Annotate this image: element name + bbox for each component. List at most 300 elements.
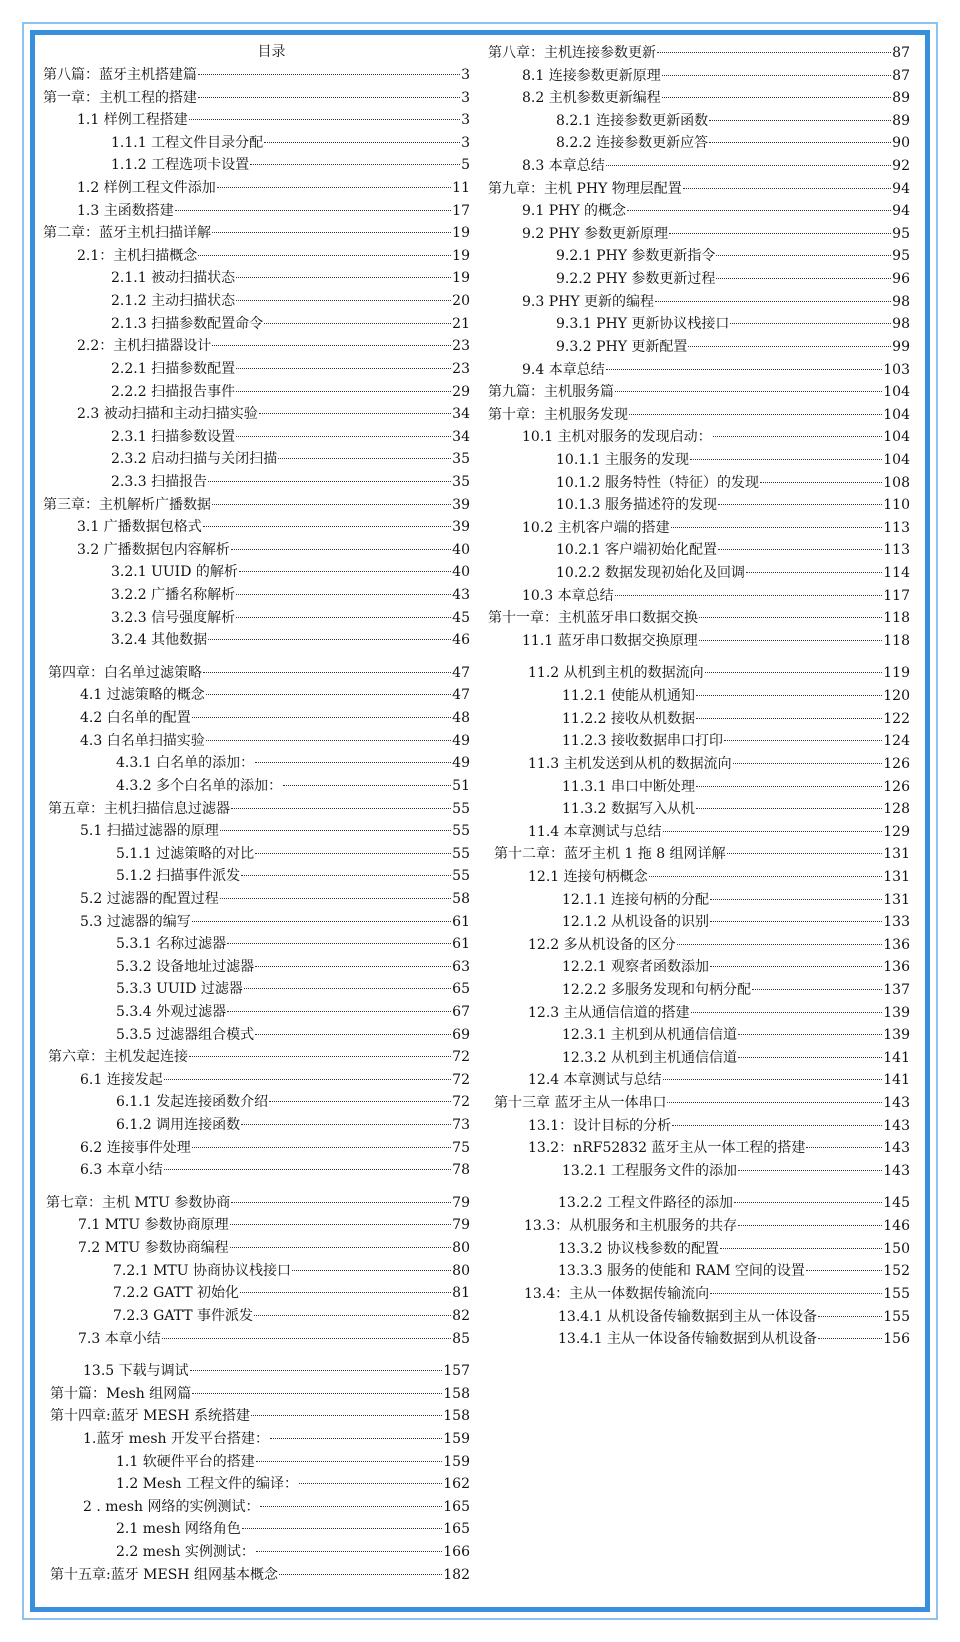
toc-entry[interactable] <box>43 1114 470 1137</box>
toc-entry[interactable] <box>488 776 910 799</box>
toc-dot-leader <box>696 718 882 719</box>
toc-entry-page: 157 <box>443 1363 470 1380</box>
toc-entry[interactable] <box>488 607 910 630</box>
toc-dot-leader <box>236 277 451 278</box>
toc-entry-page: 141 <box>883 1072 910 1089</box>
toc-entry-page: 118 <box>883 632 910 649</box>
toc-entry[interactable] <box>43 1159 470 1182</box>
toc-entry[interactable] <box>488 381 910 404</box>
toc-entry-page: 5 <box>461 157 470 174</box>
toc-entry[interactable] <box>488 291 910 314</box>
toc-entry-page: 94 <box>892 180 910 197</box>
toc-dot-leader <box>189 119 460 120</box>
toc-entry[interactable] <box>43 707 470 730</box>
toc-entry-title: 2.2：主机扫描器设计 <box>77 338 212 355</box>
toc-dot-leader <box>220 830 451 831</box>
toc-entry[interactable] <box>43 956 470 979</box>
toc-entry[interactable] <box>488 1215 910 1238</box>
toc-entry[interactable] <box>488 934 910 957</box>
toc-entry[interactable] <box>488 449 910 472</box>
toc-entry[interactable] <box>43 607 470 630</box>
toc-entry-title: 2.3 被动扫描和主动扫描实验 <box>77 406 258 423</box>
toc-entry[interactable] <box>488 585 910 608</box>
toc-entry-page: 114 <box>883 565 910 582</box>
toc-entry[interactable] <box>488 1306 910 1329</box>
toc-entry-page: 81 <box>452 1285 470 1302</box>
toc-entry[interactable] <box>488 87 910 110</box>
toc-dot-leader <box>615 391 882 392</box>
toc-entry[interactable] <box>488 753 910 776</box>
toc-entry[interactable] <box>488 245 910 268</box>
toc-entry[interactable] <box>43 933 470 956</box>
toc-dot-leader <box>242 1528 442 1529</box>
toc-entry[interactable] <box>488 1260 910 1283</box>
toc-entry[interactable] <box>43 684 470 707</box>
toc-entry[interactable] <box>488 685 910 708</box>
toc-entry[interactable] <box>43 200 470 223</box>
toc-entry-title: 7.1 MTU 参数协商原理 <box>78 1217 229 1234</box>
toc-entry-page: 79 <box>452 1194 470 1211</box>
toc-entry-title: 11.3.1 串口中断处理 <box>562 778 695 795</box>
toc-entry-page: 23 <box>452 360 470 377</box>
toc-entry[interactable] <box>43 1328 470 1351</box>
toc-entry-page: 17 <box>452 202 470 219</box>
toc-entry-page: 43 <box>452 587 470 604</box>
toc-entry[interactable] <box>488 517 910 540</box>
toc-entry[interactable] <box>43 1428 470 1451</box>
toc-entry[interactable] <box>43 1237 470 1260</box>
toc-entry[interactable] <box>488 956 910 979</box>
toc-entry[interactable] <box>488 798 910 821</box>
toc-entry-title: 2.3.2 启动扫描与关闭扫描 <box>111 451 278 468</box>
toc-entry[interactable] <box>43 843 470 866</box>
toc-entry-title: 第九篇：主机服务篇 <box>488 384 614 401</box>
toc-entry[interactable] <box>43 911 470 934</box>
toc-entry-page: 69 <box>452 1026 470 1043</box>
toc-entry-title: 1.1.2 工程选项卡设置 <box>111 157 250 174</box>
toc-entry[interactable] <box>488 313 910 336</box>
toc-entry[interactable] <box>43 64 470 87</box>
toc-entry[interactable] <box>43 87 470 110</box>
toc-entry-page: 158 <box>443 1408 470 1425</box>
toc-entry[interactable] <box>488 1238 910 1261</box>
toc-entry-title: 12.2 多从机设备的区分 <box>528 936 676 953</box>
toc-dot-leader <box>615 595 883 596</box>
toc-dot-leader <box>691 1012 883 1013</box>
toc-entry-page: 21 <box>452 315 470 332</box>
toc-entry[interactable] <box>488 1328 910 1351</box>
toc-entry[interactable] <box>488 200 910 223</box>
toc-entry[interactable] <box>488 178 910 201</box>
toc-entry[interactable] <box>43 177 470 200</box>
toc-entry[interactable] <box>43 222 470 245</box>
toc-entry[interactable] <box>43 1518 470 1541</box>
toc-entry[interactable] <box>43 820 470 843</box>
toc-entry[interactable] <box>488 1160 910 1183</box>
toc-entry-page: 96 <box>892 271 910 288</box>
toc-entry-title: 8.1 连接参数更新原理 <box>522 67 661 84</box>
toc-entry[interactable] <box>488 911 910 934</box>
toc-entry-title: 8.2.1 连接参数更新函数 <box>556 112 709 129</box>
toc-entry[interactable] <box>488 1069 910 1092</box>
toc-dot-leader <box>688 346 891 347</box>
toc-entry[interactable] <box>43 471 470 494</box>
toc-entry-page: 35 <box>452 451 470 468</box>
toc-dot-leader <box>677 944 883 945</box>
toc-dot-leader <box>208 481 451 482</box>
toc-entry-page: 72 <box>452 1049 470 1066</box>
toc-entry-title: 8.2.2 连接参数更新应答 <box>556 135 709 152</box>
toc-entry-page: 89 <box>892 90 910 107</box>
toc-dot-leader <box>203 526 451 527</box>
toc-entry-page: 39 <box>452 496 470 513</box>
toc-entry[interactable] <box>488 1047 910 1070</box>
toc-entry-title: 第九章：主机 PHY 物理层配置 <box>488 180 682 197</box>
toc-entry-title: 13.2：nRF52832 蓝牙主从一体工程的搭建 <box>528 1140 806 1157</box>
toc-entry[interactable] <box>43 403 470 426</box>
toc-entry[interactable] <box>43 798 470 821</box>
toc-dot-leader <box>734 1202 882 1203</box>
toc-dot-leader <box>279 1574 442 1575</box>
toc-entry[interactable] <box>43 358 470 381</box>
toc-entry[interactable] <box>43 1383 470 1406</box>
toc-entry[interactable] <box>43 1091 470 1114</box>
toc-entry[interactable] <box>488 539 910 562</box>
toc-entry[interactable] <box>488 821 910 844</box>
toc-entry-page: 152 <box>883 1263 910 1280</box>
toc-entry[interactable] <box>43 335 470 358</box>
toc-entry-page: 35 <box>452 473 470 490</box>
toc-right-column <box>488 42 910 1351</box>
toc-dot-leader <box>806 1147 882 1148</box>
toc-entry[interactable] <box>43 1001 470 1024</box>
toc-entry-page: 155 <box>883 1308 910 1325</box>
toc-entry-page: 47 <box>452 687 470 704</box>
toc-entry[interactable] <box>488 155 910 178</box>
toc-entry-title: 4.3.1 白名单的添加： <box>116 755 255 772</box>
toc-entry[interactable] <box>43 1360 470 1383</box>
toc-entry[interactable] <box>488 268 910 291</box>
toc-dot-leader <box>718 504 882 505</box>
toc-dot-leader <box>192 921 451 922</box>
toc-entry[interactable] <box>43 775 470 798</box>
toc-dot-leader <box>192 1147 451 1148</box>
toc-entry[interactable] <box>488 223 910 246</box>
toc-entry-page: 19 <box>452 270 470 287</box>
toc-dot-leader <box>760 482 882 483</box>
toc-dot-leader <box>208 639 451 640</box>
toc-entry-page: 85 <box>452 1330 470 1347</box>
toc-entry-page: 126 <box>883 755 910 772</box>
toc-entry-title: 13.5 下载与调试 <box>83 1363 189 1380</box>
toc-entry-title: 9.3.2 PHY 更新配置 <box>556 338 688 355</box>
toc-dot-leader <box>727 853 883 854</box>
toc-entry-title: 11.2.3 接收数据串口打印 <box>562 733 723 750</box>
toc-entry[interactable] <box>43 662 470 685</box>
toc-entry[interactable] <box>43 245 470 268</box>
toc-entry[interactable] <box>43 381 470 404</box>
toc-entry[interactable] <box>43 516 470 539</box>
toc-dot-leader <box>227 1011 451 1012</box>
toc-entry-title: 2.1 mesh 网络角色 <box>116 1521 241 1538</box>
toc-entry[interactable] <box>488 630 910 653</box>
toc-entry-page: 155 <box>883 1285 910 1302</box>
toc-entry-title: 5.3 过滤器的编写 <box>80 913 191 930</box>
toc-entry-page: 128 <box>883 801 910 818</box>
toc-entry-page: 90 <box>892 135 910 152</box>
toc-dot-leader <box>175 210 451 211</box>
toc-entry-page: 146 <box>883 1218 910 1235</box>
toc-entry-title: 5.3.3 UUID 过滤器 <box>116 981 243 998</box>
toc-entry-title: 第十二章：蓝牙主机 1 拖 8 组网详解 <box>494 846 726 863</box>
toc-entry[interactable] <box>488 843 910 866</box>
toc-dot-leader <box>720 1248 882 1249</box>
toc-entry-title: 9.3 PHY 更新的编程 <box>522 293 655 310</box>
toc-entry[interactable] <box>43 313 470 336</box>
toc-dot-leader <box>738 1170 882 1171</box>
toc-entry[interactable] <box>43 109 470 132</box>
toc-entry-page: 117 <box>883 587 910 604</box>
toc-entry-page: 110 <box>883 497 910 514</box>
toc-entry-page: 49 <box>452 755 470 772</box>
toc-dot-leader <box>683 188 891 189</box>
section-gap <box>43 1350 470 1360</box>
toc-entry-title: 1.2 Mesh 工程文件的编译： <box>116 1476 298 1493</box>
toc-entry[interactable] <box>43 132 470 155</box>
toc-dot-leader <box>738 1034 882 1035</box>
toc-entry-page: 3 <box>461 134 470 151</box>
toc-dot-leader <box>627 210 891 211</box>
toc-entry[interactable] <box>488 1283 910 1306</box>
toc-entry-page: 80 <box>452 1262 470 1279</box>
toc-entry[interactable] <box>488 708 910 731</box>
toc-entry[interactable] <box>43 494 470 517</box>
toc-entry[interactable] <box>488 65 910 88</box>
toc-entry-page: 165 <box>443 1498 470 1515</box>
toc-dot-leader <box>206 694 451 695</box>
toc-dot-leader <box>690 459 882 460</box>
toc-entry-title: 9.2.1 PHY 参数更新指令 <box>556 248 716 265</box>
toc-entry-title: 11.1 蓝牙串口数据交换原理 <box>522 632 698 649</box>
toc-entry-title: 9.2 PHY 参数更新原理 <box>522 225 669 242</box>
toc-entry-page: 94 <box>892 203 910 220</box>
toc-entry-title: 10.2.1 客户端初始化配置 <box>556 542 717 559</box>
toc-entry-page: 159 <box>443 1430 470 1447</box>
toc-entry[interactable] <box>43 730 470 753</box>
toc-entry-title: 1.1.1 工程文件目录分配 <box>111 134 264 151</box>
toc-entry-title: 13.4：主从一体数据传输流向 <box>524 1285 710 1302</box>
toc-entry[interactable] <box>43 426 470 449</box>
toc-entry[interactable] <box>488 1192 910 1215</box>
toc-entry-page: 89 <box>892 112 910 129</box>
toc-entry-title: 第十章：主机服务发现 <box>488 406 628 423</box>
toc-entry-title: 3.2.4 其他数据 <box>111 632 208 649</box>
toc-entry-title: 12.3.2 从机到主机通信信道 <box>562 1049 737 1066</box>
toc-entry-page: 131 <box>883 891 910 908</box>
toc-entry[interactable] <box>43 1496 470 1519</box>
toc-entry-title: 10.1.3 服务描述符的发现 <box>556 497 717 514</box>
toc-dot-leader <box>203 672 451 673</box>
toc-entry[interactable] <box>43 539 470 562</box>
toc-entry[interactable] <box>488 110 910 133</box>
toc-entry[interactable] <box>488 472 910 495</box>
toc-dot-leader <box>270 1438 442 1439</box>
toc-entry-page: 11 <box>452 180 470 197</box>
toc-entry[interactable] <box>43 1405 470 1428</box>
toc-entry-title: 10.3 本章总结 <box>522 587 614 604</box>
toc-dot-leader <box>217 187 451 188</box>
toc-entry[interactable] <box>488 1115 910 1138</box>
toc-entry-title: 8.2 主机参数更新编程 <box>522 90 661 107</box>
toc-entry[interactable] <box>488 42 910 65</box>
toc-entry[interactable] <box>43 1192 470 1215</box>
toc-entry[interactable] <box>488 866 910 889</box>
toc-entry[interactable] <box>43 888 470 911</box>
toc-entry-page: 72 <box>452 1071 470 1088</box>
toc-entry-title: 11.2.1 使能从机通知 <box>562 688 695 705</box>
toc-dot-leader <box>713 436 883 437</box>
toc-entry-title: 第十四章:蓝牙 MESH 系统搭建 <box>50 1408 250 1425</box>
toc-entry-page: 137 <box>883 981 910 998</box>
toc-entry[interactable] <box>43 865 470 888</box>
toc-entry[interactable] <box>43 978 470 1001</box>
toc-entry-title: 8.3 本章总结 <box>522 158 605 175</box>
toc-entry[interactable] <box>43 290 470 313</box>
toc-entry-page: 55 <box>452 845 470 862</box>
toc-entry[interactable] <box>488 359 910 382</box>
toc-entry[interactable] <box>488 730 910 753</box>
toc-dot-leader <box>231 808 451 809</box>
toc-entry[interactable] <box>488 562 910 585</box>
toc-entry-page: 45 <box>452 609 470 626</box>
toc-entry[interactable] <box>488 404 910 427</box>
toc-entry-page: 129 <box>883 823 910 840</box>
toc-entry[interactable] <box>43 1564 470 1587</box>
toc-entry[interactable] <box>488 1137 910 1160</box>
toc-dot-leader <box>251 1415 442 1416</box>
toc-entry-title: 5.3.4 外观过滤器 <box>116 1003 227 1020</box>
toc-entry-page: 61 <box>452 913 470 930</box>
toc-dot-leader <box>230 1224 452 1225</box>
toc-entry-page: 143 <box>883 1140 910 1157</box>
toc-entry[interactable] <box>43 1214 470 1237</box>
toc-entry[interactable] <box>488 662 910 685</box>
toc-entry[interactable] <box>488 494 910 517</box>
toc-entry[interactable] <box>43 1069 470 1092</box>
toc-entry[interactable] <box>43 448 470 471</box>
toc-entry[interactable] <box>488 1024 910 1047</box>
toc-entry-title: 第六章：主机发起连接 <box>48 1049 188 1066</box>
toc-dot-leader <box>206 740 451 741</box>
toc-dot-leader <box>212 345 451 346</box>
toc-entry[interactable] <box>43 1451 470 1474</box>
toc-dot-leader <box>671 527 883 528</box>
toc-dot-leader <box>236 391 451 392</box>
toc-dot-leader <box>733 763 883 764</box>
toc-dot-leader <box>244 988 451 989</box>
toc-entry[interactable] <box>43 1024 470 1047</box>
toc-entry-title: 9.2.2 PHY 参数更新过程 <box>556 271 716 288</box>
toc-dot-leader <box>240 1292 451 1293</box>
toc-entry[interactable] <box>43 561 470 584</box>
toc-entry-title: 11.3 主机发送到从机的数据流向 <box>528 755 732 772</box>
toc-entry-title: 第八章：主机连接参数更新 <box>488 45 656 61</box>
toc-entry-title: 9.4 本章总结 <box>522 361 605 378</box>
toc-entry-title: 第二章：蓝牙主机扫描详解 <box>43 225 211 242</box>
toc-entry[interactable] <box>43 1541 470 1564</box>
toc-entry[interactable] <box>488 979 910 1002</box>
toc-entry-title: 3.2.1 UUID 的解析 <box>111 564 238 581</box>
toc-entry-title: 3.1 广播数据包格式 <box>77 519 202 536</box>
toc-dot-leader <box>236 368 451 369</box>
toc-entry[interactable] <box>43 1046 470 1069</box>
toc-entry[interactable] <box>488 132 910 155</box>
toc-entry[interactable] <box>43 267 470 290</box>
toc-entry[interactable] <box>43 1260 470 1283</box>
toc-entry-title: 2.2.1 扫描参数配置 <box>111 360 236 377</box>
toc-entry-page: 3 <box>461 89 470 106</box>
toc-entry-title: 第十一章：主机蓝牙串口数据交换 <box>488 610 698 627</box>
toc-dot-leader <box>236 617 451 618</box>
toc-entry-title: 6.2 连接事件处理 <box>80 1139 191 1156</box>
toc-dot-leader <box>655 301 891 302</box>
toc-dot-leader <box>696 695 882 696</box>
toc-entry-page: 40 <box>452 564 470 581</box>
toc-entry-title: 7.3 本章小结 <box>78 1330 161 1347</box>
toc-entry-title: 4.2 白名单的配置 <box>80 710 191 727</box>
toc-entry-title: 5.2 过滤器的配置过程 <box>80 890 219 907</box>
toc-dot-leader <box>606 165 891 166</box>
toc-entry[interactable] <box>43 1137 470 1160</box>
toc-entry[interactable] <box>488 889 910 912</box>
toc-entry[interactable] <box>488 1002 910 1025</box>
toc-dot-leader <box>818 1338 882 1339</box>
toc-entry[interactable] <box>43 1305 470 1328</box>
toc-entry[interactable] <box>43 154 470 177</box>
toc-entry-page: 58 <box>452 890 470 907</box>
toc-entry-title: 2.1.3 扫描参数配置命令 <box>111 315 264 332</box>
toc-entry[interactable] <box>43 584 470 607</box>
toc-entry[interactable] <box>43 1473 470 1496</box>
toc-entry-title: 9.3.1 PHY 更新协议栈接口 <box>556 316 730 333</box>
toc-dot-leader <box>710 1293 882 1294</box>
toc-entry-page: 40 <box>452 541 470 558</box>
toc-dot-leader <box>241 1124 451 1125</box>
toc-dot-leader <box>669 233 891 234</box>
toc-entry-title: 第三章：主机解析广播数据 <box>43 496 211 513</box>
toc-entry[interactable] <box>43 629 470 652</box>
toc-dot-leader <box>164 1169 451 1170</box>
toc-dot-leader <box>162 1338 451 1339</box>
toc-entry-page: 133 <box>883 914 910 931</box>
toc-entry-page: 104 <box>883 406 910 423</box>
section-gap <box>488 1182 910 1192</box>
toc-dot-leader <box>190 1370 443 1371</box>
toc-entry[interactable] <box>43 752 470 775</box>
toc-dot-leader <box>236 594 451 595</box>
toc-dot-leader <box>738 1225 882 1226</box>
toc-entry-page: 126 <box>883 778 910 795</box>
toc-entry[interactable] <box>488 1092 910 1115</box>
toc-dot-leader <box>663 1079 883 1080</box>
toc-entry[interactable] <box>43 1282 470 1305</box>
toc-entry[interactable] <box>488 336 910 359</box>
toc-entry[interactable] <box>488 426 910 449</box>
toc-dot-leader <box>696 808 882 809</box>
toc-entry-title: 4.3.2 多个白名单的添加： <box>116 777 283 794</box>
toc-dot-leader <box>699 640 883 641</box>
toc-entry-page: 103 <box>883 361 910 378</box>
